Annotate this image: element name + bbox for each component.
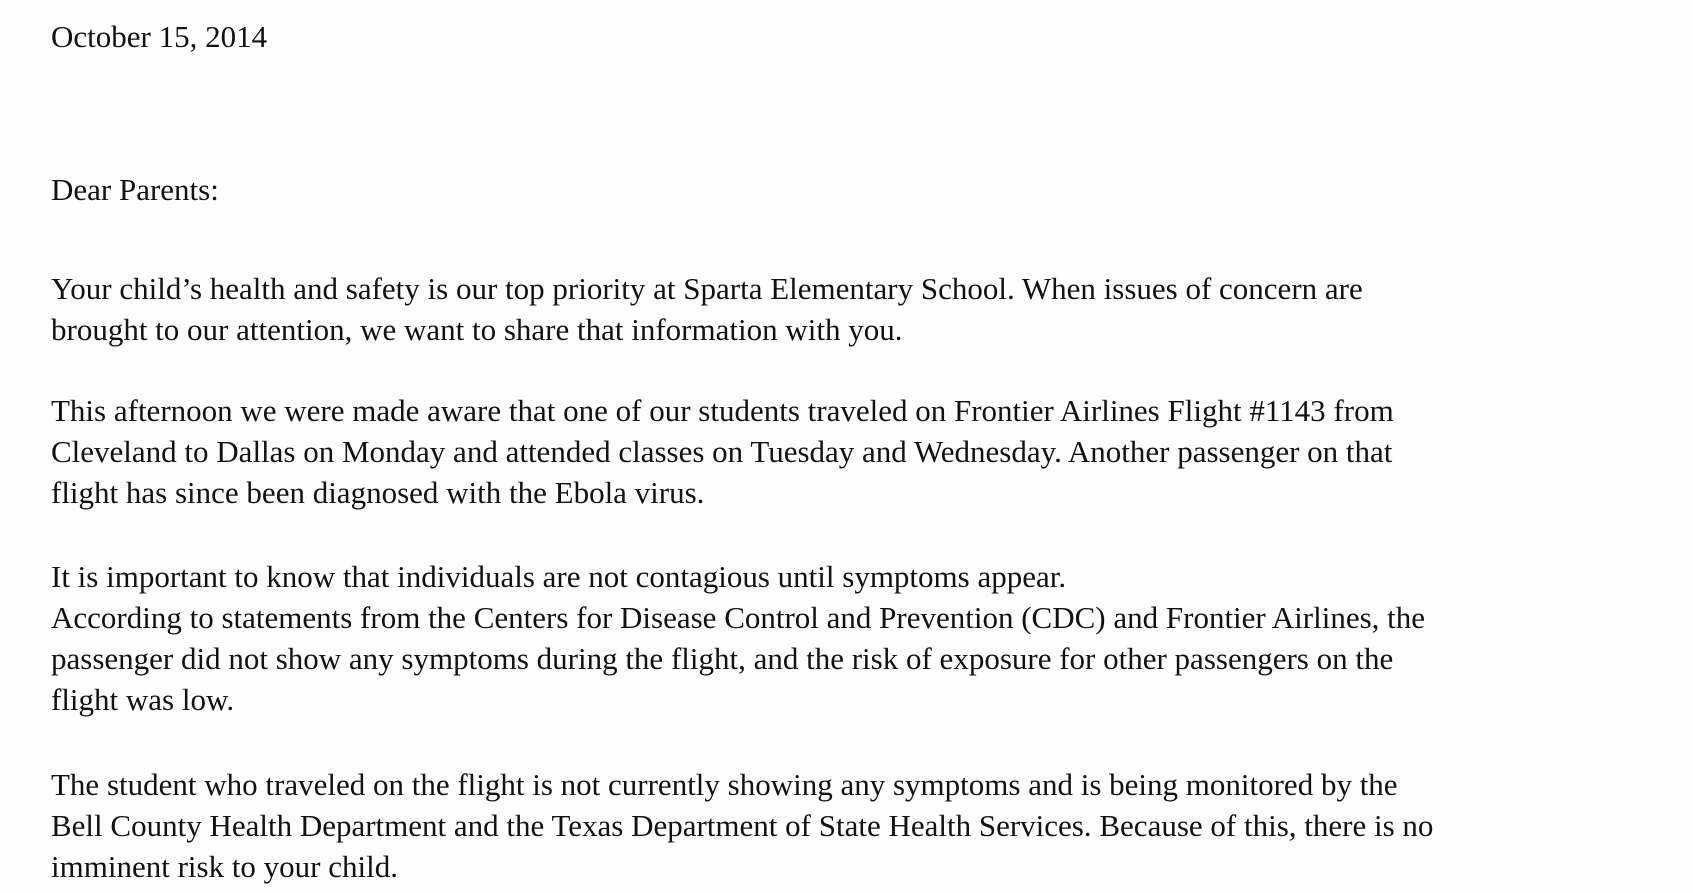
letter-salutation: Dear Parents: bbox=[51, 172, 219, 207]
paragraph-line: This afternoon we were made aware that one of our students traveled on Frontier Airlines Flight #1143 from bbox=[51, 393, 1394, 428]
paragraph-priority bbox=[51, 268, 1363, 350]
paragraph-flight bbox=[51, 390, 1394, 513]
paragraph-line: According to statements from the Centers for Disease Control and Prevention (CDC) and Frontier Airlines, the bbox=[51, 600, 1426, 635]
paragraph-line: brought to our attention, we want to share that information with you. bbox=[51, 312, 903, 347]
paragraph-line: It is important to know that individuals are not contagious until symptoms appear. bbox=[51, 559, 1067, 594]
paragraph-line: flight has since been diagnosed with the Ebola virus. bbox=[51, 475, 705, 510]
paragraph-line: The student who traveled on the flight is not currently showing any symptoms and is being monitored by the bbox=[51, 767, 1398, 802]
paragraph-line: flight was low. bbox=[51, 682, 235, 717]
letter-date: October 15, 2014 bbox=[51, 19, 268, 54]
paragraph-monitoring bbox=[51, 764, 1433, 887]
paragraph-contagion bbox=[51, 556, 1425, 720]
paragraph-line: Your child’s health and safety is our top priority at Sparta Elementary School. When issues of concern are bbox=[51, 271, 1363, 306]
paragraph-line: imminent risk to your child. bbox=[51, 849, 398, 884]
paragraph-line: Cleveland to Dallas on Monday and attended classes on Tuesday and Wednesday. Another passenger on that bbox=[51, 434, 1393, 469]
paragraph-line: passenger did not show any symptoms during the flight, and the risk of exposure for other passengers on the bbox=[51, 641, 1394, 676]
paragraph-line: Bell County Health Department and the Texas Department of State Health Services. Because of this, there is no bbox=[51, 808, 1434, 843]
